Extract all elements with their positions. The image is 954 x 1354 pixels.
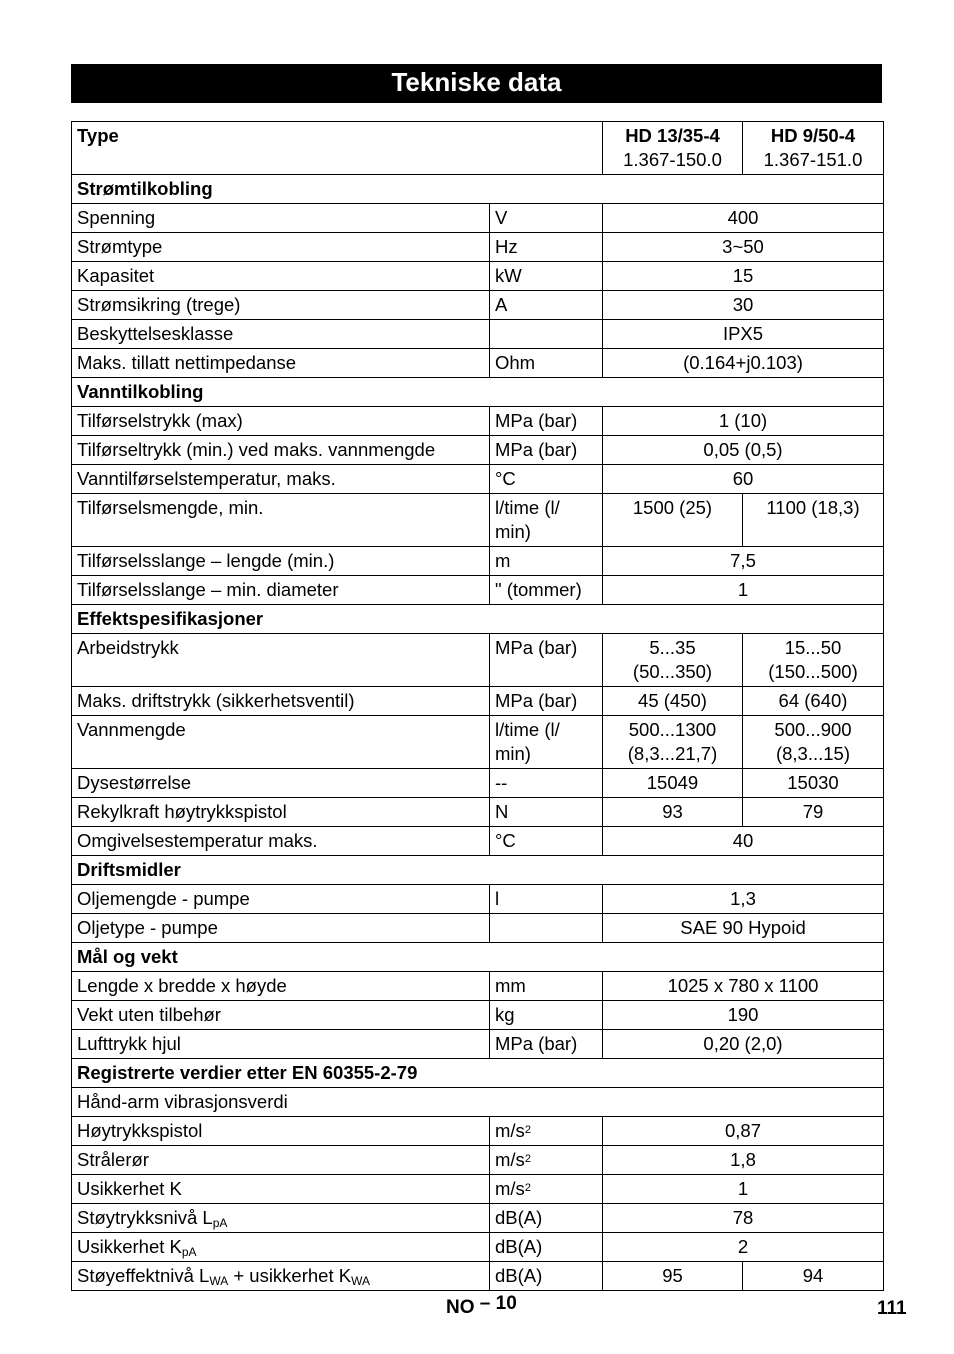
page-number: 111 bbox=[877, 1298, 907, 1319]
value-line: 500...1300 bbox=[628, 719, 717, 740]
row-unit: -- bbox=[490, 769, 603, 798]
model-a-name: HD 13/35-4 bbox=[625, 125, 720, 146]
row-value: 60 bbox=[603, 465, 884, 494]
row-unit: A bbox=[490, 291, 603, 320]
table-row bbox=[72, 1204, 884, 1233]
row-value-model-b: 94 bbox=[743, 1262, 884, 1291]
row-value: IPX5 bbox=[603, 320, 884, 349]
row-unit: m bbox=[490, 547, 603, 576]
row-label: Usikkerhet K bbox=[72, 1175, 490, 1204]
table-row bbox=[72, 827, 884, 856]
unit-base: m/s bbox=[495, 1149, 525, 1170]
row-label: Vanntilførselstemperatur, maks. bbox=[72, 465, 490, 494]
row-label: Maks. driftstrykk (sikkerhetsventil) bbox=[72, 687, 490, 716]
row-value-model-b: 1100 (18,3) bbox=[743, 494, 884, 547]
row-value: 15 bbox=[603, 262, 884, 291]
value-line: (8,3...15) bbox=[775, 743, 851, 764]
row-value: 30 bbox=[603, 291, 884, 320]
table-row bbox=[72, 465, 884, 494]
row-value: 1,3 bbox=[603, 885, 884, 914]
row-unit bbox=[490, 1146, 603, 1175]
row-label: Strålerør bbox=[72, 1146, 490, 1175]
table-row bbox=[72, 349, 884, 378]
section-row bbox=[72, 1059, 884, 1088]
row-value-model-b: 79 bbox=[743, 798, 884, 827]
label-subscript: WA bbox=[351, 1274, 370, 1288]
row-unit: °C bbox=[490, 827, 603, 856]
model-b-header bbox=[743, 122, 884, 175]
table-row bbox=[72, 262, 884, 291]
row-value: (0.164+j0.103) bbox=[603, 349, 884, 378]
table-row bbox=[72, 1146, 884, 1175]
row-unit: MPa (bar) bbox=[490, 407, 603, 436]
table-row bbox=[72, 494, 884, 547]
row-label: Beskyttelsesklasse bbox=[72, 320, 490, 349]
table-row bbox=[72, 1030, 884, 1059]
row-unit: " (tommer) bbox=[490, 576, 603, 605]
table-row bbox=[72, 634, 884, 687]
row-unit: MPa (bar) bbox=[490, 436, 603, 465]
table-row bbox=[72, 1001, 884, 1030]
unit-base: m/s bbox=[495, 1178, 525, 1199]
table-row bbox=[72, 436, 884, 465]
row-unit: kg bbox=[490, 1001, 603, 1030]
value-line: 15...50 bbox=[784, 637, 842, 658]
row-value-model-a: 1500 (25) bbox=[603, 494, 743, 547]
row-value: 3~50 bbox=[603, 233, 884, 262]
row-value-model-b: 15030 bbox=[743, 769, 884, 798]
row-value-model-b bbox=[743, 634, 884, 687]
table-row bbox=[72, 687, 884, 716]
row-label: Høytrykkspistol bbox=[72, 1117, 490, 1146]
row-label: Maks. tillatt nettimpedanse bbox=[72, 349, 490, 378]
table-row bbox=[72, 547, 884, 576]
table-row bbox=[72, 798, 884, 827]
footer-dash: – bbox=[479, 1293, 491, 1314]
row-value: 0,87 bbox=[603, 1117, 884, 1146]
section-row bbox=[72, 943, 884, 972]
row-unit: MPa (bar) bbox=[490, 1030, 603, 1059]
row-label: Oljemengde - pumpe bbox=[72, 885, 490, 914]
section-heading-dimensions: Mål og vekt bbox=[72, 943, 884, 972]
section-heading-power: Strømtilkobling bbox=[72, 175, 884, 204]
row-unit bbox=[490, 1175, 603, 1204]
footer-section-number: 10 bbox=[495, 1293, 517, 1314]
table-row bbox=[72, 576, 884, 605]
section-heading-performance: Effektspesifikasjoner bbox=[72, 605, 884, 634]
label-subscript: WA bbox=[209, 1274, 229, 1288]
model-b-name: HD 9/50-4 bbox=[770, 125, 856, 146]
row-label: Strømsikring (trege) bbox=[72, 291, 490, 320]
label-base: Usikkerhet K bbox=[77, 1236, 182, 1257]
row-unit: N bbox=[490, 798, 603, 827]
row-unit: dB(A) bbox=[490, 1204, 603, 1233]
row-value-model-a: 15049 bbox=[603, 769, 743, 798]
table-row bbox=[72, 914, 884, 943]
model-a-header bbox=[603, 122, 743, 175]
row-value-model-a: 93 bbox=[603, 798, 743, 827]
row-unit: Ohm bbox=[490, 349, 603, 378]
model-b-part-number: 1.367-151.0 bbox=[763, 149, 863, 170]
value-line: (150...500) bbox=[768, 661, 858, 682]
row-value: 400 bbox=[603, 204, 884, 233]
section-heading-fluids: Driftsmidler bbox=[72, 856, 884, 885]
row-label: Arbeidstrykk bbox=[72, 634, 490, 687]
row-value: 0,20 (2,0) bbox=[603, 1030, 884, 1059]
row-unit: °C bbox=[490, 465, 603, 494]
row-value: 0,05 (0,5) bbox=[603, 436, 884, 465]
row-value: 1025 x 780 x 1100 bbox=[603, 972, 884, 1001]
row-label: Oljetype - pumpe bbox=[72, 914, 490, 943]
model-a-part-number: 1.367-150.0 bbox=[623, 149, 722, 170]
row-label bbox=[72, 1262, 490, 1291]
row-value: 2 bbox=[603, 1233, 884, 1262]
table-row bbox=[72, 885, 884, 914]
value-line: 5...35 bbox=[649, 637, 696, 658]
row-label: Rekylkraft høytrykkspistol bbox=[72, 798, 490, 827]
row-label bbox=[72, 1233, 490, 1262]
footer-section-page bbox=[480, 1293, 517, 1314]
row-value: 1 bbox=[603, 576, 884, 605]
table-row bbox=[72, 407, 884, 436]
row-label: Tilførselsslange – lengde (min.) bbox=[72, 547, 490, 576]
unit-exponent: 2 bbox=[524, 1182, 531, 1194]
row-label: Strømtype bbox=[72, 233, 490, 262]
row-label: Lufttrykk hjul bbox=[72, 1030, 490, 1059]
label-subscript: pA bbox=[181, 1245, 197, 1259]
value-line: (8,3...21,7) bbox=[627, 743, 718, 764]
row-label: Tilførselsslange – min. diameter bbox=[72, 576, 490, 605]
section-row bbox=[72, 856, 884, 885]
row-unit: kW bbox=[490, 262, 603, 291]
row-unit: l/time (l/ min) bbox=[490, 494, 603, 547]
footer-language: NO bbox=[446, 1297, 475, 1318]
technical-data-table bbox=[71, 121, 884, 1291]
unit-base: m/s bbox=[495, 1120, 525, 1141]
table-row bbox=[72, 233, 884, 262]
row-value-model-b bbox=[743, 716, 884, 769]
row-value: 1 bbox=[603, 1175, 884, 1204]
row-unit: mm bbox=[490, 972, 603, 1001]
row-unit: MPa (bar) bbox=[490, 687, 603, 716]
row-value-model-b: 64 (640) bbox=[743, 687, 884, 716]
table-row bbox=[72, 716, 884, 769]
table-header-row bbox=[72, 122, 884, 175]
unit-exponent: 2 bbox=[524, 1124, 531, 1136]
row-label: Lengde x bredde x høyde bbox=[72, 972, 490, 1001]
row-unit: Hz bbox=[490, 233, 603, 262]
section-heading-measured: Registrerte verdier etter EN 60355-2-79 bbox=[72, 1059, 884, 1088]
row-label: Omgivelsestemperatur maks. bbox=[72, 827, 490, 856]
row-value-model-a bbox=[603, 716, 743, 769]
unit-exponent: 2 bbox=[524, 1153, 531, 1165]
row-value: 7,5 bbox=[603, 547, 884, 576]
row-label: Tilførseltrykk (min.) ved maks. vannmengde bbox=[72, 436, 490, 465]
label-base: Støyeffektnivå L bbox=[77, 1265, 210, 1286]
row-label: Kapasitet bbox=[72, 262, 490, 291]
table-row bbox=[72, 972, 884, 1001]
value-line: (50...350) bbox=[632, 661, 713, 682]
row-label: Vannmengde bbox=[72, 716, 490, 769]
table-row bbox=[72, 291, 884, 320]
label-middle: + usikkerhet K bbox=[228, 1265, 352, 1286]
row-unit: l bbox=[490, 885, 603, 914]
row-value: SAE 90 Hypoid bbox=[603, 914, 884, 943]
row-unit: dB(A) bbox=[490, 1262, 603, 1291]
row-value: 1,8 bbox=[603, 1146, 884, 1175]
row-value-model-a bbox=[603, 634, 743, 687]
table-row bbox=[72, 320, 884, 349]
table-row bbox=[72, 769, 884, 798]
table-row bbox=[72, 1233, 884, 1262]
value-line: 500...900 bbox=[774, 719, 852, 740]
row-unit: MPa (bar) bbox=[490, 634, 603, 687]
row-label: Vekt uten tilbehør bbox=[72, 1001, 490, 1030]
row-unit bbox=[490, 914, 603, 943]
row-value: 190 bbox=[603, 1001, 884, 1030]
row-label: Spenning bbox=[72, 204, 490, 233]
table-row bbox=[72, 204, 884, 233]
table-row bbox=[72, 1175, 884, 1204]
page-title: Tekniske data bbox=[71, 64, 882, 103]
row-value: 78 bbox=[603, 1204, 884, 1233]
row-value: 1 (10) bbox=[603, 407, 884, 436]
row-label: Dysestørrelse bbox=[72, 769, 490, 798]
label-base: Støytrykksnivå L bbox=[77, 1207, 213, 1228]
section-row bbox=[72, 175, 884, 204]
row-label: Tilførselstrykk (max) bbox=[72, 407, 490, 436]
row-unit: l/time (l/ min) bbox=[490, 716, 603, 769]
table-row bbox=[72, 1262, 884, 1291]
label-subscript: pA bbox=[212, 1216, 228, 1230]
footer-section-label bbox=[446, 1293, 517, 1319]
row-label-vibration: Hånd-arm vibrasjonsverdi bbox=[72, 1088, 884, 1117]
row-unit: dB(A) bbox=[490, 1233, 603, 1262]
section-heading-water: Vanntilkobling bbox=[72, 378, 884, 407]
row-unit bbox=[490, 320, 603, 349]
row-label bbox=[72, 1204, 490, 1233]
section-row bbox=[72, 605, 884, 634]
row-value-model-a: 45 (450) bbox=[603, 687, 743, 716]
row-unit: V bbox=[490, 204, 603, 233]
row-unit bbox=[490, 1117, 603, 1146]
row-value: 40 bbox=[603, 827, 884, 856]
section-row bbox=[72, 378, 884, 407]
table-row bbox=[72, 1088, 884, 1117]
row-label: Tilførselsmengde, min. bbox=[72, 494, 490, 547]
row-value-model-a: 95 bbox=[603, 1262, 743, 1291]
table-row bbox=[72, 1117, 884, 1146]
type-label: Type bbox=[72, 122, 603, 175]
